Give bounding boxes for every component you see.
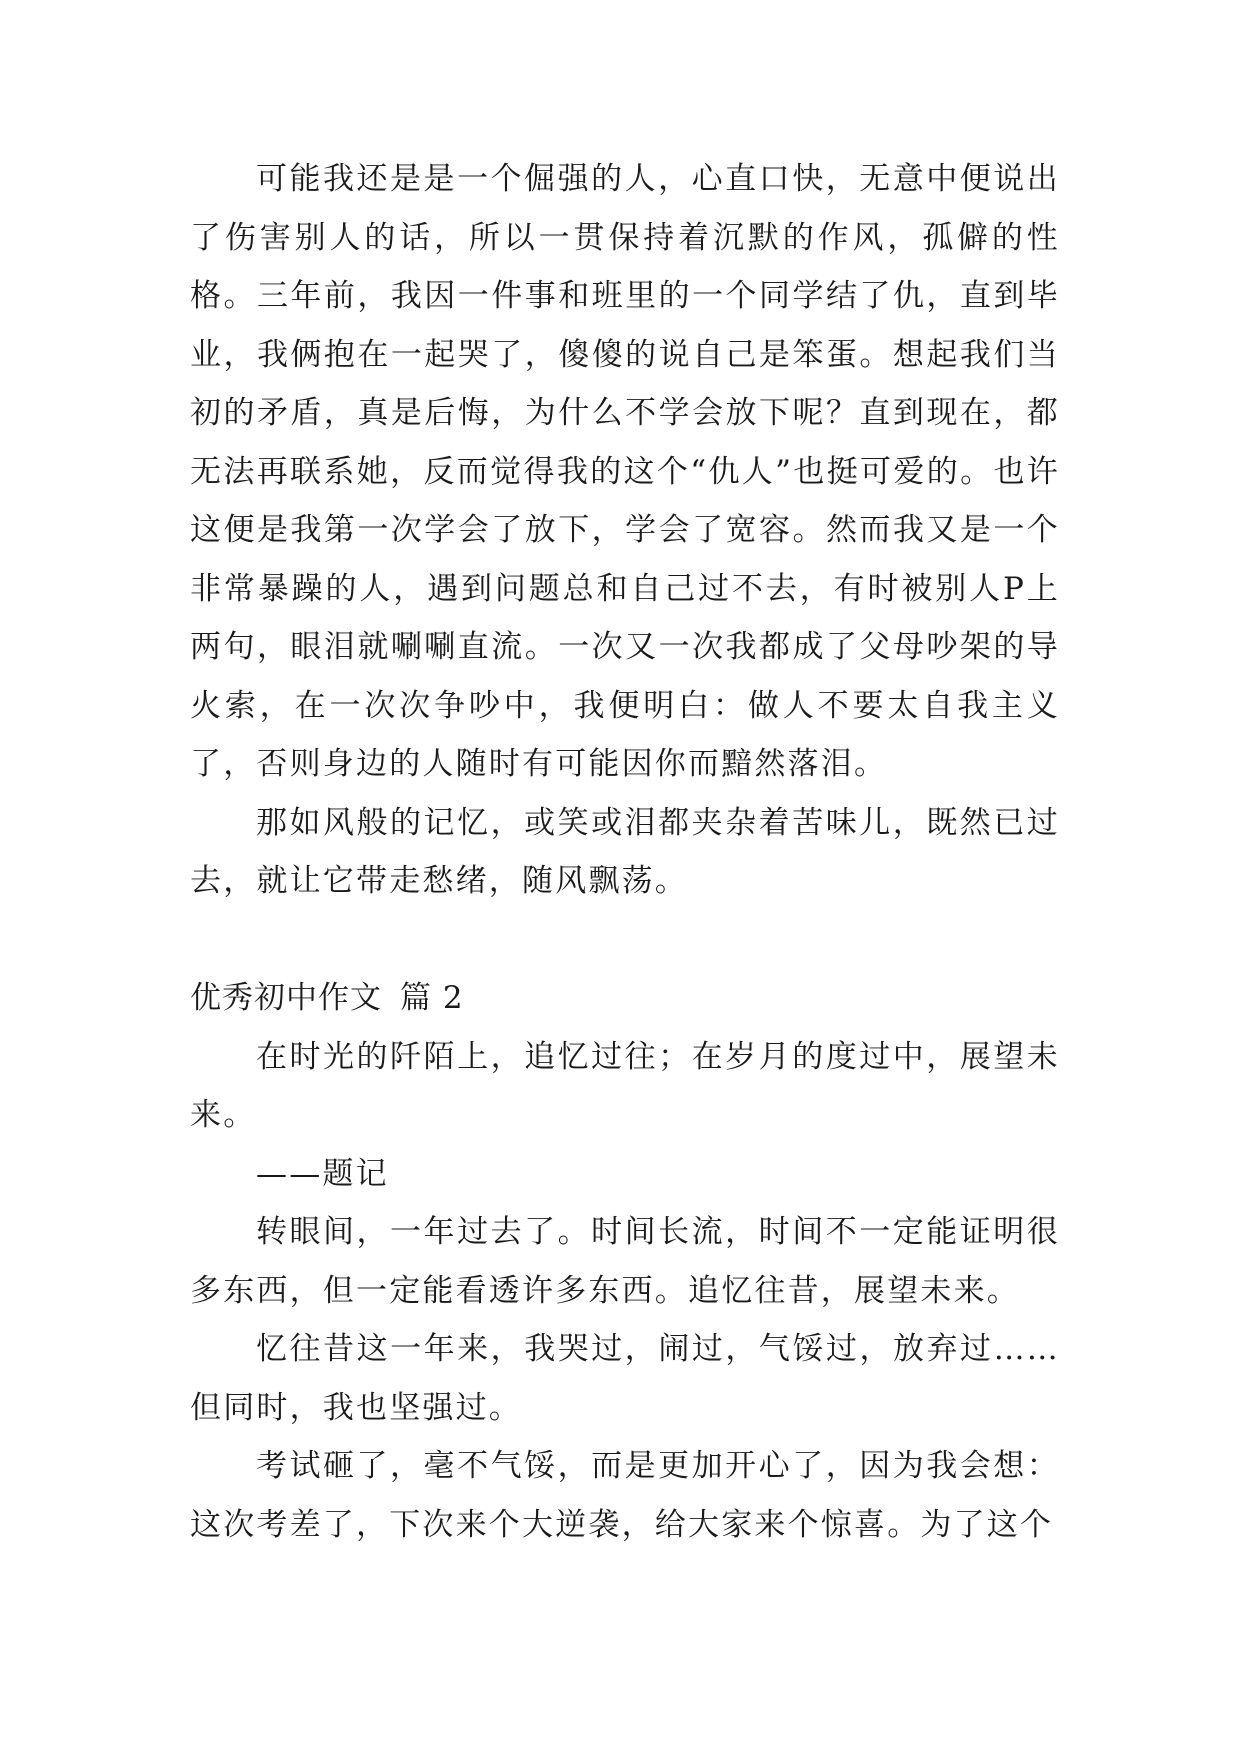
paragraph-epigraph: 在时光的阡陌上，追忆过往；在岁月的度过中，展望未来。: [190, 1038, 1060, 1133]
document-page: [190, 150, 1060, 1554]
paragraph-reflection: 可能我还是是一个倔强的人，心直口快，无意中便说出了伤害别人的话，所以一贯保持着沉默的作风，孤僻的性格。三年前，我因一件事和班里的一个同学结了仇，直到毕业，我俩抱在一起哭了，傻傻的说自己是笨蛋。想起我们当初的矛盾，真是后悔，为什么不学会放下呢？直到现在，都无法再联系她，反而觉得我的这个“仇人”也挺可爱的。也许这便是我第一次学会了放下，学会了宽容。然而我又是一个非常暴躁的人，遇到问题总和自己过不去，有时被别人P上两句，眼泪就唰唰直流。一次又一次我都成了父母吵架的导火索，在一次次争吵中，我便明白：做人不要太自我主义了，否则身边的人随时有可能因你而黯然落泪。: [190, 161, 1060, 782]
paragraph-epigraph-attribution: ——题记: [256, 1155, 389, 1192]
heading-title: 优秀初中作文: [190, 980, 382, 1016]
paragraph-memory: 那如风般的记忆，或笑或泪都夹杂着苦味儿，既然已过去，就让它带走愁绪，随风飘荡。: [190, 804, 1060, 899]
paragraph-year-passed: 转眼间，一年过去了。时间长流，时间不一定能证明很多东西，但一定能看透许多东西。追忆往昔，展望未来。: [190, 1214, 1060, 1309]
heading-number: 篇 2: [400, 980, 464, 1016]
section-heading: [190, 969, 1060, 1028]
paragraph-recall: 忆往昔这一年来，我哭过，闹过，气馁过，放弃过……但同时，我也坚强过。: [190, 1331, 1060, 1426]
paragraph-exam: 考试砸了，毫不气馁，而是更加开心了，因为我会想：这次考差了，下次来个大逆袭，给大家来个惊喜。为了这个: [190, 1448, 1060, 1543]
